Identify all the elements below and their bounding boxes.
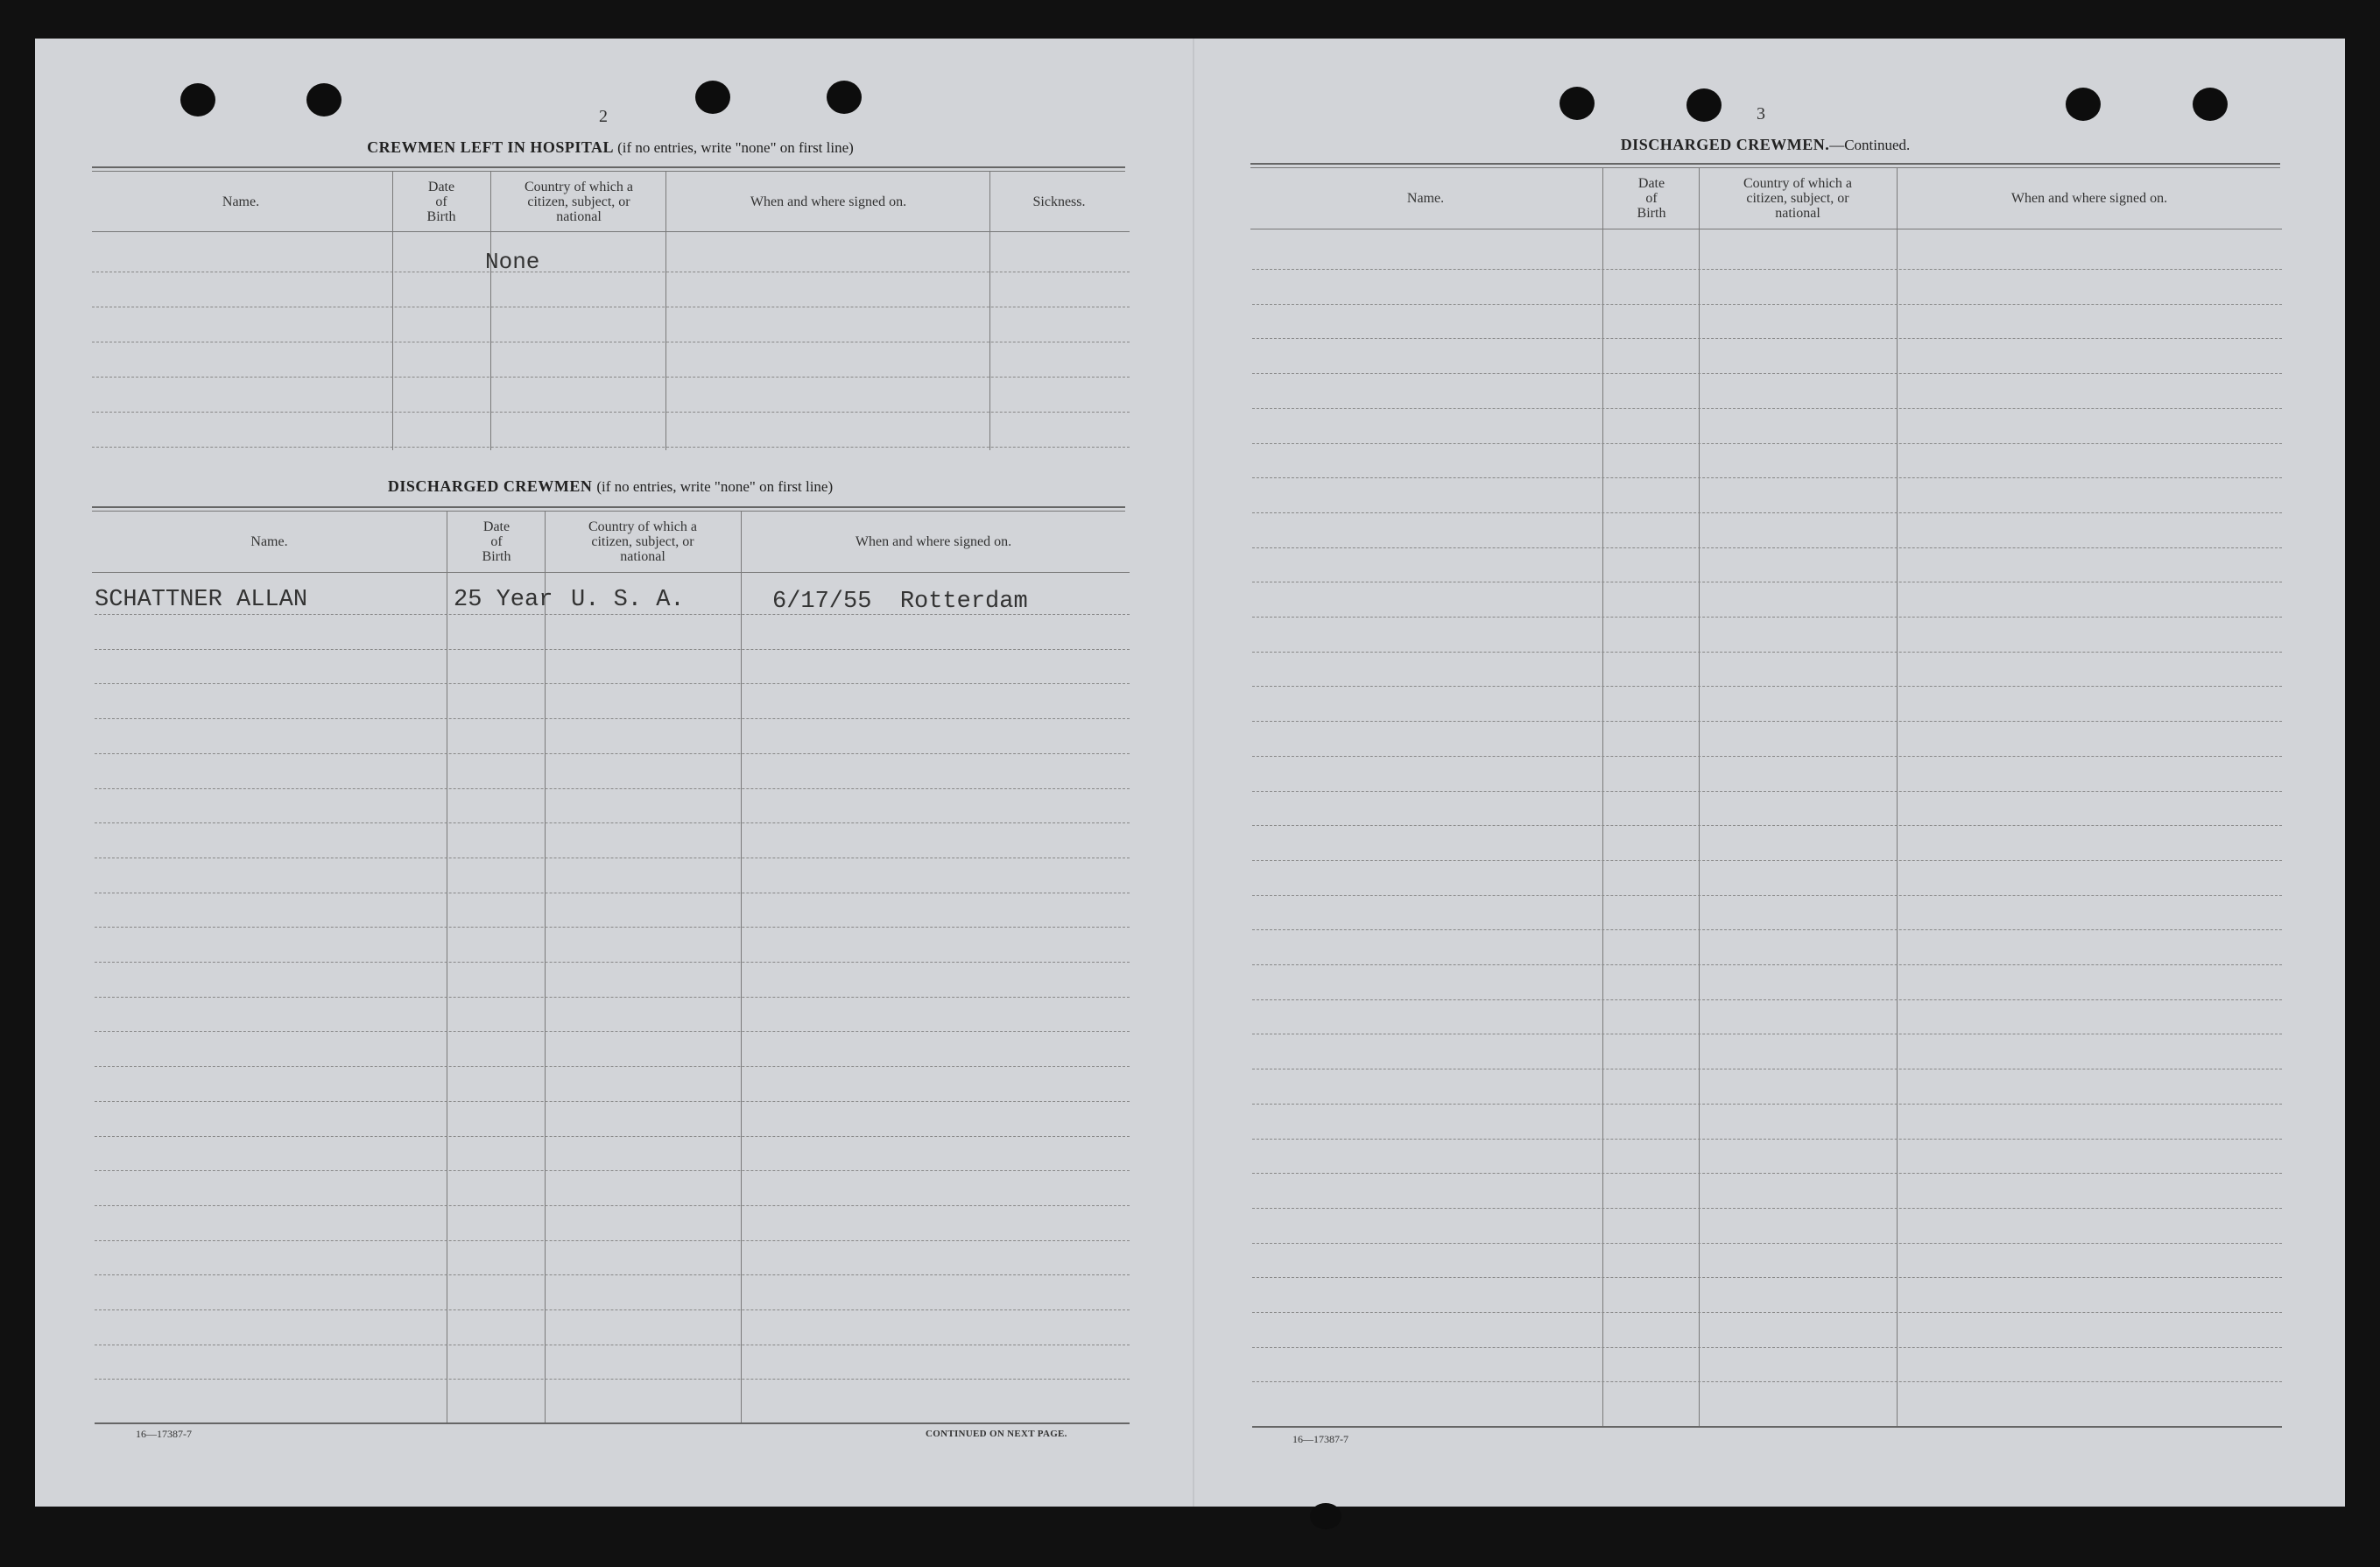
entry-line [95,1170,1130,1171]
entry-line [1252,617,2282,618]
entry-line [1252,1381,2282,1382]
discharged-bottom-rule [95,1422,1130,1424]
punch-hole [2193,88,2228,121]
hospital-title-text: CREWMEN LEFT IN HOSPITAL [367,138,614,156]
entry-line [1252,1173,2282,1174]
discharged-title-text: DISCHARGED CREWMEN [387,477,593,495]
col-header-country: Country of which a citizen, subject, or national [525,180,633,224]
col-divider [490,172,491,450]
entry-line [1252,512,2282,513]
right-top-rule [1250,163,2280,168]
col-header-signed-on: When and where signed on. [2010,191,2168,206]
entry-line [1252,304,2282,305]
col-divider [665,172,666,450]
discharged-title [92,477,1129,496]
entry-line [1252,964,2282,965]
discharged-header-rule [92,572,1130,573]
entry-line [1252,721,2282,722]
punch-hole [1310,1503,1341,1529]
punch-hole [695,81,730,114]
col-header-name: Name. [250,534,288,549]
entry-line [1252,443,2282,444]
col-header-signed-on: When and where signed on. [855,534,1012,549]
entry-line [95,1101,1130,1102]
col-divider [989,172,990,450]
hospital-top-rule [92,166,1125,172]
entry-line [1252,1139,2282,1140]
entry-line [1252,547,2282,548]
discharged-continued-subtitle: —Continued. [1829,137,1911,153]
entry-line [1252,477,2282,478]
punch-hole [827,81,862,114]
col-divider [1897,168,1898,1426]
punch-hole [1686,88,1722,122]
entry-line [1252,1347,2282,1348]
entry-line [1252,860,2282,861]
hospital-entry: None [485,249,540,275]
col-header-dob: Date of Birth [482,519,511,564]
page-number: 2 [599,107,608,126]
entry-line [95,1031,1130,1032]
entry-line [95,1136,1130,1137]
crewman-signed-on: 6/17/55 Rotterdam [772,589,1028,615]
entry-line [1252,373,2282,374]
col-divider [1602,168,1603,1426]
col-header-name: Name. [222,194,260,209]
entry-line [95,822,1130,823]
col-header-dob: Date of Birth [426,180,456,224]
entry-line [95,927,1130,928]
entry-line [95,997,1130,998]
entry-line [1252,825,2282,826]
entry-line [1252,338,2282,339]
punch-hole [1560,87,1595,120]
col-header-country: Country of which a citizen, subject, or national [1743,176,1852,221]
entry-line [1252,1243,2282,1244]
hospital-title [92,138,1129,157]
entry-line [95,1066,1130,1067]
crewman-dob: 25 Year [454,587,553,613]
entry-line [95,1309,1130,1310]
entry-line [95,649,1130,650]
hospital-header-rule [92,231,1130,232]
col-header-name: Name. [1406,191,1445,206]
discharged-top-rule [92,506,1125,512]
punch-hole [2066,88,2101,121]
entry-line [95,753,1130,754]
col-header-country: Country of which a citizen, subject, or national [588,519,697,564]
punch-hole [306,83,342,116]
entry-line [95,718,1130,719]
page-seam [1193,39,1194,1507]
form-number: 16—17387-7 [1292,1433,1348,1445]
continued-note: CONTINUED ON NEXT PAGE. [926,1429,1067,1439]
right-bottom-rule [1252,1426,2282,1428]
col-divider [392,172,393,450]
entry-line [1252,929,2282,930]
hospital-subtitle: (if no entries, write "none" on first line) [617,139,854,156]
discharged-continued-title-text: DISCHARGED CREWMEN. [1620,136,1830,153]
entry-line [95,1379,1130,1380]
entry-line [1252,1312,2282,1313]
discharged-subtitle: (if no entries, write "none" on first line) [596,478,834,495]
col-header-signed-on: When and where signed on. [750,194,907,209]
entry-line [1252,1104,2282,1105]
entry-line [1252,269,2282,270]
entry-line [92,377,1130,378]
entry-line [1252,686,2282,687]
entry-line [95,1274,1130,1275]
entry-line [1252,895,2282,896]
discharged-continued-title [1250,136,2280,154]
entry-line [92,412,1130,413]
entry-line [1252,756,2282,757]
page-number: 3 [1757,104,1765,124]
entry-line [1252,1208,2282,1209]
entry-line [95,962,1130,963]
col-header-dob: Date of Birth [1637,176,1666,221]
form-number: 16—17387-7 [136,1428,192,1440]
col-divider [1699,168,1700,1426]
ledger-sheet [35,39,2345,1507]
col-header-sickness: Sickness. [1032,194,1086,209]
entry-line [95,788,1130,789]
entry-line [1252,408,2282,409]
entry-line [1252,999,2282,1000]
entry-line [1252,652,2282,653]
entry-line [1252,791,2282,792]
entry-line [1252,1277,2282,1278]
entry-line [95,1205,1130,1206]
punch-hole [180,83,215,116]
entry-line [95,683,1130,684]
entry-line [95,1240,1130,1241]
entry-line [92,447,1130,448]
crewman-country: U. S. A. [571,587,685,613]
crewman-name: SCHATTNER ALLAN [95,587,308,613]
